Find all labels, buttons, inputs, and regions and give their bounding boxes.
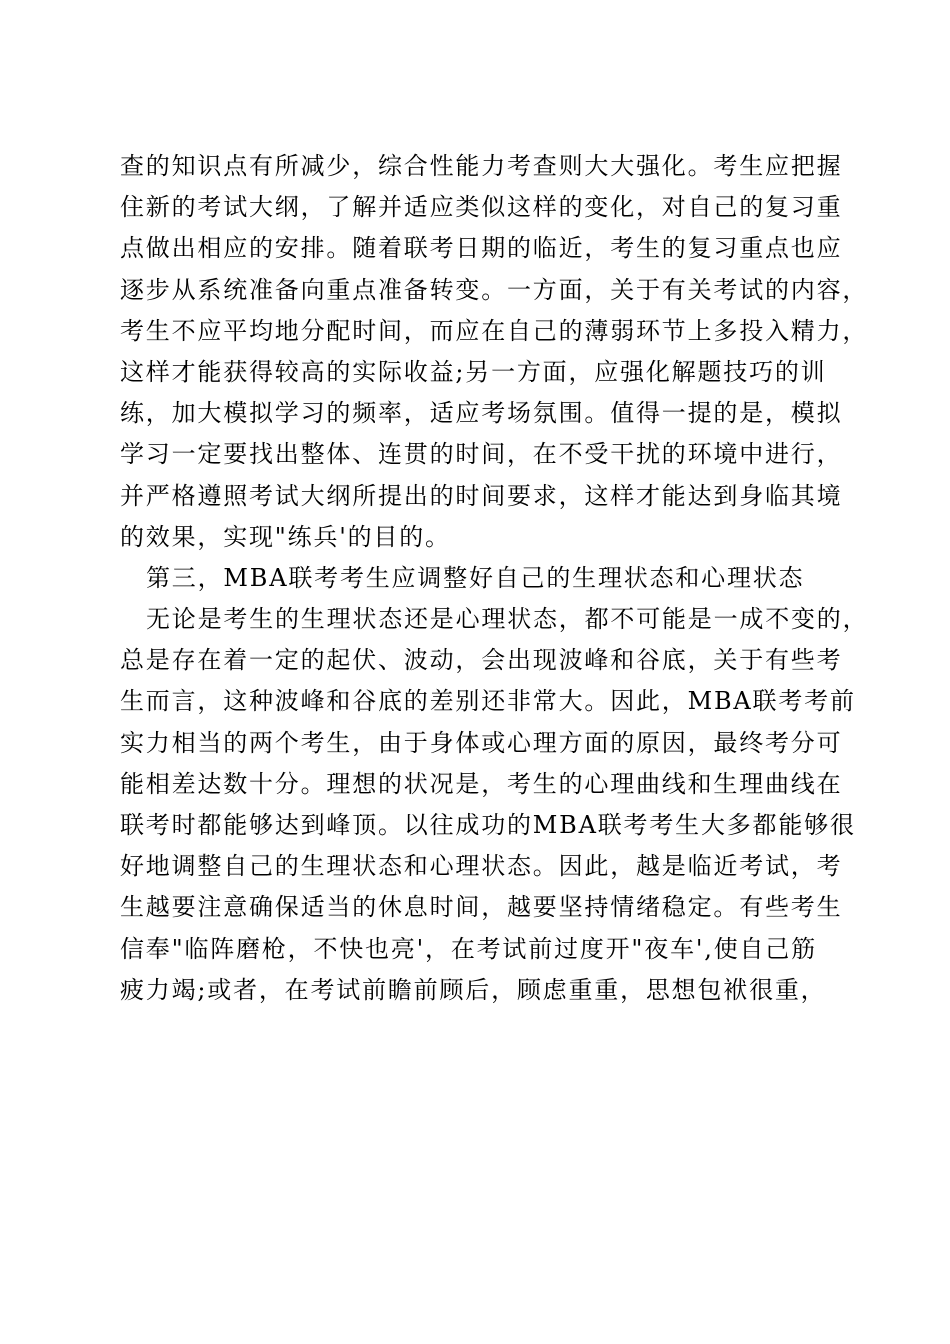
text-line: 考生不应平均地分配时间，而应在自己的薄弱环节上多投入精力， bbox=[120, 316, 869, 345]
document-body bbox=[120, 146, 869, 1011]
text-line: 信奉"临阵磨枪，不快也亮'，在考试前过度开"夜车',使自己筋 bbox=[120, 934, 817, 963]
text-line: 好地调整自己的生理状态和心理状态。因此，越是临近考试，考 bbox=[120, 852, 843, 881]
text-line: 总是存在着一定的起伏、波动，会出现波峰和谷底，关于有些考 bbox=[120, 646, 843, 675]
paragraph-2 bbox=[120, 599, 869, 1011]
text-line: 无论是考生的生理状态还是心理状态，都不可能是一成不变的， bbox=[146, 605, 869, 634]
text-line: 查的知识点有所减少，综合性能力考查则大大强化。考生应把握 bbox=[120, 152, 843, 180]
paragraph-1 bbox=[120, 146, 869, 558]
text-line: 实力相当的两个考生，由于身体或心理方面的原因，最终考分可 bbox=[120, 728, 843, 757]
text-line: 疲力竭;或者，在考试前瞻前顾后，顾虑重重，思想包袱很重， bbox=[120, 975, 827, 1004]
section-heading: 第三，MBA联考考生应调整好自己的生理状态和心理状态 bbox=[146, 563, 805, 592]
text-line: 生而言，这种波峰和谷底的差别还非常大。因此，MBA联考考前 bbox=[120, 687, 856, 716]
text-line: 逐步从系统准备向重点准备转变。一方面，关于有关考试的内容， bbox=[120, 275, 869, 304]
text-line: 并严格遵照考试大纲所提出的时间要求，这样才能达到身临其境 bbox=[120, 481, 843, 510]
text-line: 这样才能获得较高的实际收益;另一方面，应强化解题技巧的训 bbox=[120, 357, 827, 386]
text-line: 点做出相应的安排。随着联考日期的临近，考生的复习重点也应 bbox=[120, 234, 843, 263]
text-line: 学习一定要找出整体、连贯的时间，在不受干扰的环境中进行， bbox=[120, 440, 843, 469]
text-line: 的效果，实现"练兵'的目的。 bbox=[120, 522, 451, 551]
text-line: 生越要注意确保适当的休息时间，越要坚持情绪稳定。有些考生 bbox=[120, 893, 843, 922]
text-line: 练，加大模拟学习的频率，适应考场氛围。值得一提的是，模拟 bbox=[120, 399, 843, 428]
text-line: 能相差达数十分。理想的状况是，考生的心理曲线和生理曲线在 bbox=[120, 769, 843, 798]
text-line: 住新的考试大纲，了解并适应类似这样的变化，对自己的复习重 bbox=[120, 193, 843, 222]
text-line: 联考时都能够达到峰顶。以往成功的MBA联考考生大多都能够很 bbox=[120, 811, 856, 839]
